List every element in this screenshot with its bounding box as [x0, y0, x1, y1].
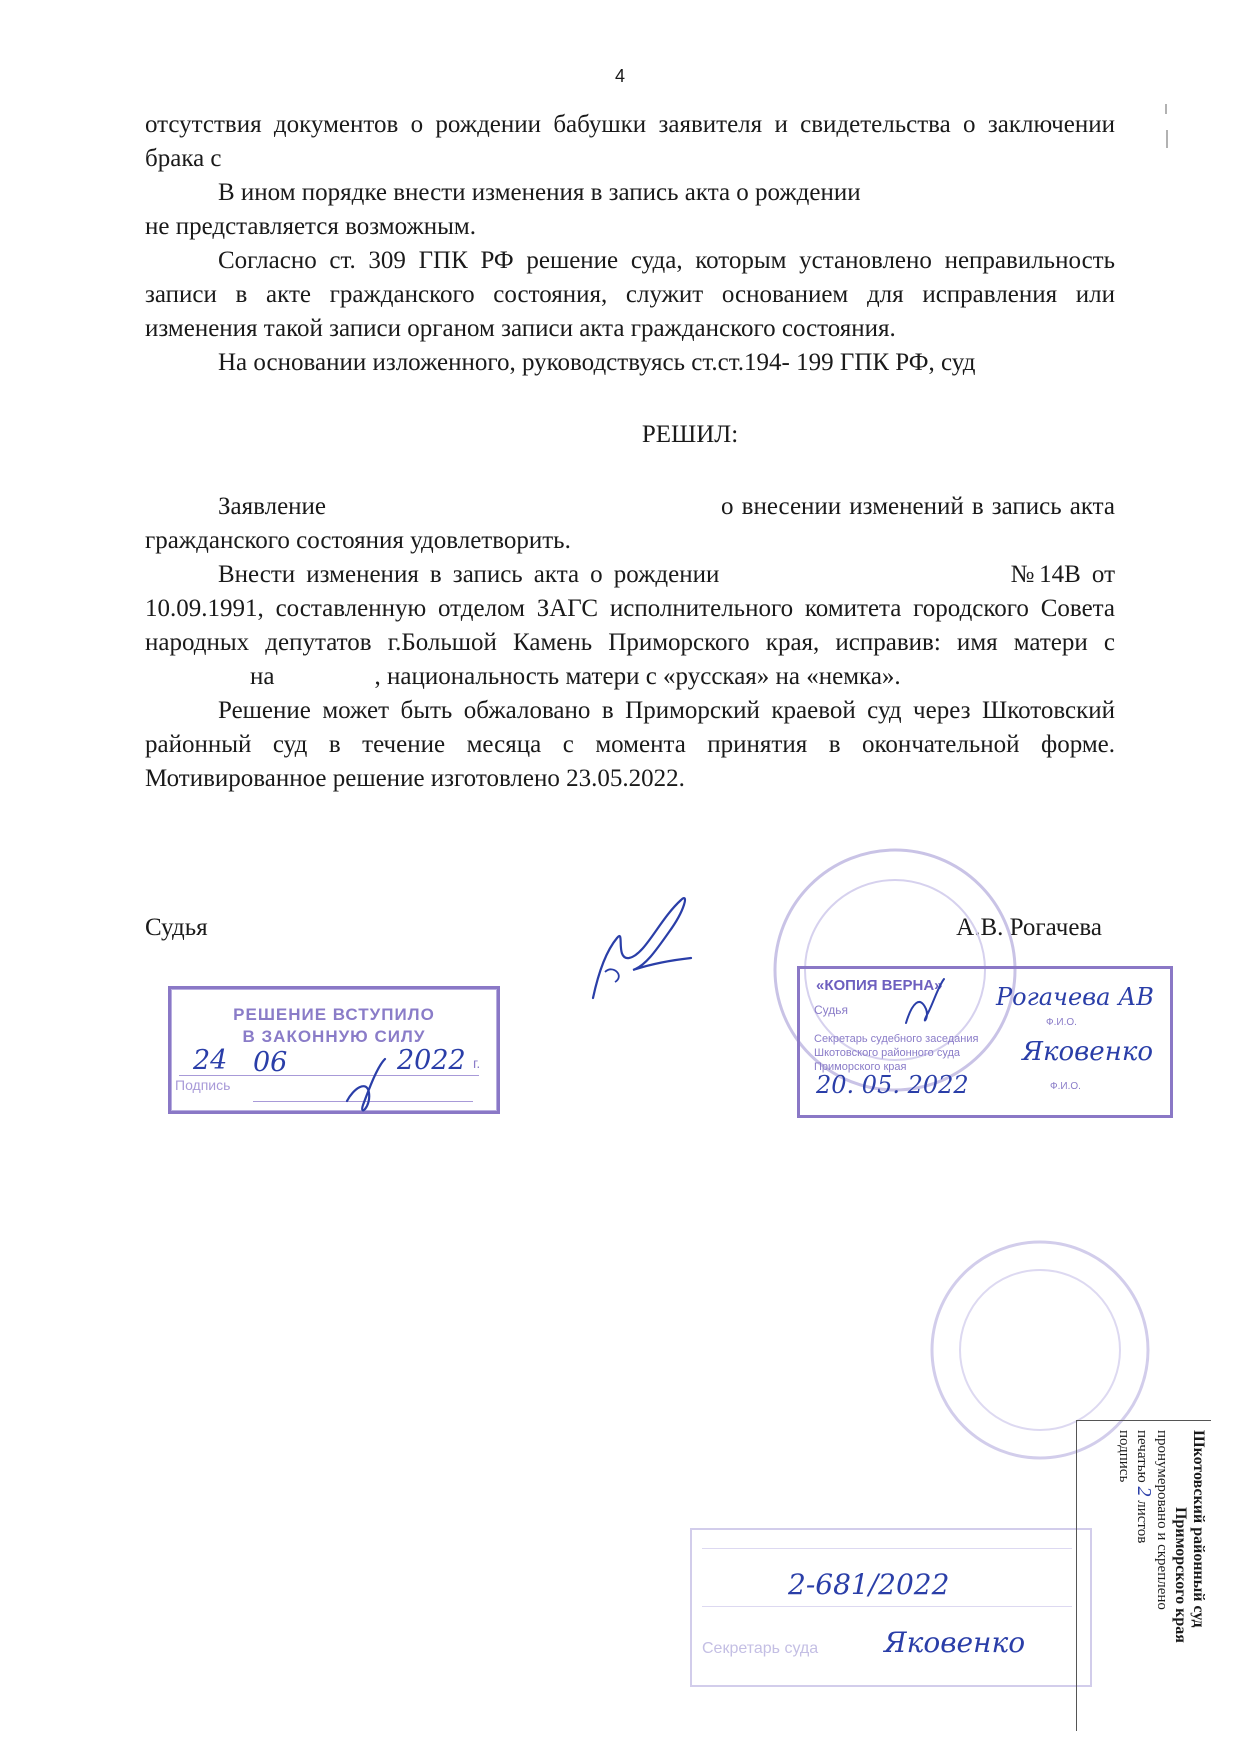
judge-label: Судья — [145, 914, 208, 941]
binding-note-line-4 — [1133, 1430, 1153, 1720]
stamp-sign-label: Подпись — [175, 1077, 231, 1093]
copy-date: 20. 05. 2022 — [816, 1071, 969, 1099]
stamp-entered-into-force — [168, 986, 500, 1114]
stamp-case-number — [690, 1528, 1092, 1687]
stamp-year-suffix: г. — [473, 1055, 481, 1071]
scan-marks — [1160, 100, 1180, 160]
stamp-line-1: РЕШЕНИЕ ВСТУПИЛО — [233, 1005, 435, 1024]
binding-note-count: 2 — [1133, 1486, 1155, 1497]
resolution-1-start: Заявление — [218, 493, 327, 520]
paragraph-1-text: отсутствия документов о рождении бабушки заявителя и свидетельства о заключении брака с — [145, 111, 1115, 172]
binding-note-seal: печатью — [1134, 1430, 1150, 1483]
decision-heading: РЕШИЛ: — [641, 421, 739, 448]
stamp-date-day: 24 — [193, 1045, 228, 1076]
stamp-line-2: В ЗАКОННУЮ СИЛУ — [242, 1027, 426, 1046]
copy-secretary-3: Приморского края — [814, 1061, 907, 1073]
resolution-2-middle: №14В от 10.09.1991, составленную отделом ЗАГС исполнительного комитета городского Совета народных депутатов г.Большой Камень Приморского края, исправив: имя матери с — [145, 561, 1116, 656]
resolution-2 — [145, 558, 1115, 694]
resolution-1 — [145, 490, 1115, 558]
document-body — [145, 108, 1115, 796]
binding-note-sheets: листов — [1134, 1500, 1150, 1544]
copy-secretary-hand: Яковенко — [1022, 1037, 1154, 1067]
paragraph-2 — [145, 176, 1115, 244]
paragraph-4: На основании изложенного, руководствуясь ст.ст.194- 199 ГПК РФ, суд — [218, 349, 976, 376]
page-number: 4 — [614, 66, 625, 86]
binding-note-line-5: подпись — [1116, 1430, 1132, 1483]
copy-secretary-2: Шкотовского районного суда — [814, 1047, 961, 1059]
case-number-hand: 2-681/2022 — [788, 1568, 950, 1601]
resolution-2-end: , национальность матери с «русская» на «немка». — [374, 663, 901, 690]
judge-signature — [585, 880, 695, 1000]
binding-note-line-1: Шкотовский районный суд — [1190, 1430, 1207, 1628]
case-secretary-label: Секретарь суда — [702, 1640, 819, 1657]
copy-fio-label: Ф.И.О. — [1046, 1017, 1077, 1028]
stamp-date-year: 2022 — [397, 1045, 466, 1076]
paragraph-2-end: не представляется возможным. — [145, 213, 477, 240]
binding-note-line-2: Приморского края — [1172, 1507, 1189, 1643]
binding-note-line-3: пронумеровано и скреплено — [1154, 1430, 1170, 1610]
paragraph-1 — [145, 108, 1115, 176]
resolution-3: Решение может быть обжаловано в Приморский краевой суд через Шкотовский районный суд в течение месяца с момента принятия в окончательной форме. Мотивированное решение изготовлено 23.05.2022. — [145, 697, 1115, 792]
case-secretary-hand: Яковенко — [884, 1626, 1026, 1659]
paragraph-2-text: В ином порядке внести изменения в запись акта о рождении — [218, 179, 861, 206]
resolution-2-word: на — [250, 663, 275, 690]
copy-fio-label-2: Ф.И.О. — [1050, 1081, 1081, 1092]
paragraph-3: Согласно ст. 309 ГПК РФ решение суда, которым установлено неправильность записи в акте гражданского состояния, служит основанием для исправления или изменения такой записи органом записи акта гражданского состояния. — [145, 247, 1115, 342]
resolution-2-start: Внести изменения в запись акта о рождении — [218, 561, 720, 588]
copy-judge-signature — [898, 973, 948, 1033]
copy-judge-label: Судья — [814, 1003, 849, 1017]
stamp-date-month: 06 — [253, 1047, 288, 1078]
judge-name: А.В. Рогачева — [956, 914, 1102, 941]
copy-title: «КОПИЯ ВЕРНА» — [816, 977, 943, 994]
stamp-entered-signature — [339, 1049, 399, 1119]
stamp-copy-true — [797, 966, 1173, 1118]
copy-secretary-1: Секретарь судебного заседания — [814, 1033, 979, 1045]
resolution-1-end: о внесении изменений в запись акта гражданского состояния удовлетворить. — [145, 493, 1115, 554]
binding-note — [1083, 1430, 1207, 1720]
copy-judge-hand: Рогачева АВ — [996, 983, 1154, 1011]
